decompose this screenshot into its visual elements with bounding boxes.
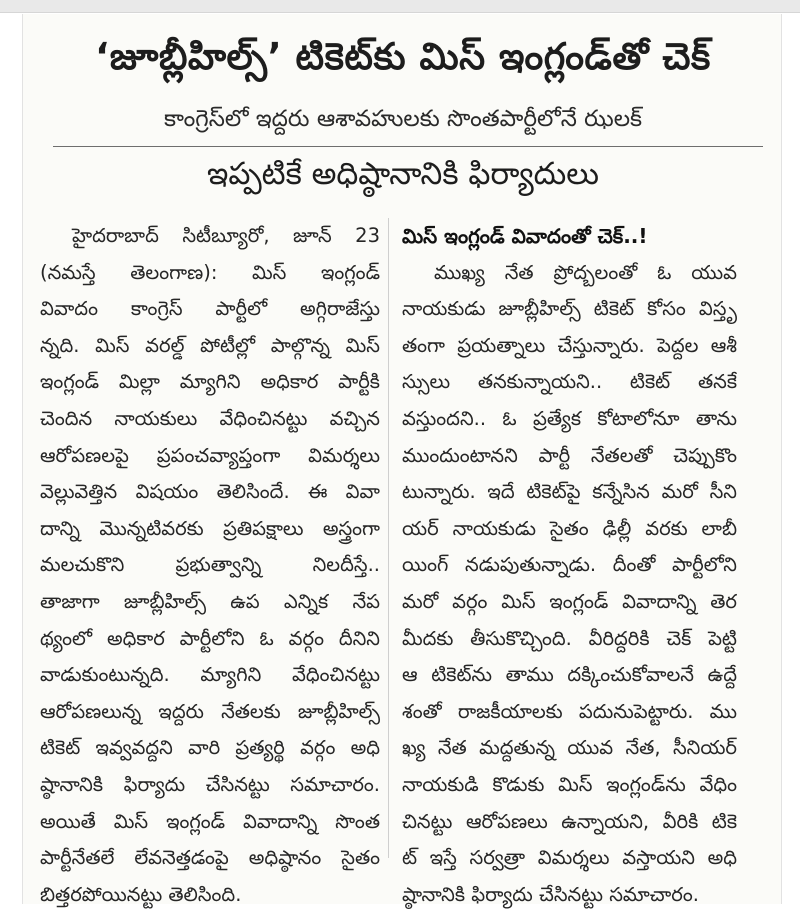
right-column-line: మీదకు తీసుకొచ్చింది. వీరిద్దరికి చెక్ పెట్టి [402,626,737,650]
left-column-line: అయితే మిస్ ఇంగ్లండ్ వివాదాన్ని సొంత [40,809,380,833]
left-column-line: వివాదం కాంగ్రెస్ పార్టీలో అగ్గిరాజేస్తు [40,297,380,321]
left-column-line: పార్టీనేతలే లేవనెత్తడంపై అధిష్ఠానం సైతం [40,846,380,870]
left-column-line: మలచుకొని ప్రభుత్వాన్ని నిలదీస్తే.. [40,553,380,577]
subheadline: కాంగ్రెస్‌లో ఇద్దరు ఆశావహులకు సొంతపార్టీలోనే ఝలక్ [163,106,643,132]
top-strip [0,0,800,13]
left-column-line: (నమస్తే తెలంగాణ): మిస్ ఇంగ్లండ్ [40,260,380,284]
right-column-line: నాయకుడు జూబ్లీహిల్స్ టికెట్ కోసం విస్తృ [402,297,737,321]
left-column-line: ఆరోపణలున్న ఇద్దరు నేతలకు జూబ్లీహిల్స్ [40,699,380,723]
left-column-line: చెందిన నాయకులు వేధించినట్టు వచ్చిన [40,406,380,430]
left-column [40,218,380,913]
right-column-heading: మిస్ ఇంగ్లండ్ వివాదంతో చెక్..! [402,224,648,248]
right-column-line: ట్ ఇస్తే సర్వత్రా విమర్శలు వస్తాయని అధి [402,846,737,870]
left-column-line: ఆరోపణలపై ప్రపంచవ్యాప్తంగా విమర్శలు [40,443,380,467]
right-column-line: ష్ఠానానికి ఫిర్యాదు చేసినట్టు సమాచారం. [402,882,699,906]
right-column-line: ఆ టికెట్‌ను తాము దక్కించుకోవాలనే ఉద్దే [402,663,737,687]
left-column-line: దాన్ని మొన్నటివరకు ప్రతిపక్షాలు అస్త్రంగా [40,516,380,540]
right-column-line: యర్ నాయకుడు సైతం ఢిల్లీ వరకు లాబీ [402,516,737,540]
left-column-line: న్నది. మిస్ వరల్డ్ పోటీల్లో పాల్గొన్న మిస్ [40,333,380,357]
left-column-line: ష్ఠానానికి ఫిర్యాదు చేసినట్టు సమాచారం. [40,772,380,796]
right-column-line: ముఖ్య నేత ప్రోద్బలంతో ఓ యువ [434,260,737,284]
right-column-line: యింగ్ నడుపుతున్నాడు. దీంతో పార్టీలోని [402,553,737,577]
left-column-line: తాజాగా జూబ్లీహిల్స్ ఉప ఎన్నిక నేప [40,589,380,613]
right-column [402,218,737,913]
left-column-line: హైదరాబాద్ సిటీబ్యూరో, జూన్ 23 [72,224,380,247]
right-column-line: స్సులు తనకున్నాయని.. టికెట్ తనకే [402,370,737,394]
left-column-line: బిత్తరపోయినట్టు తెలిసింది. [40,882,242,906]
left-column-line: థ్యంలో అధికార పార్టీలోని ఓ వర్గం దీనిని [40,626,380,650]
right-column-line: శంతో రాజకీయాలకు పదునుపెట్టారు. ము [402,699,737,723]
right-column-line: టున్నారు. ఇదే టికెట్‌పై కన్నేసిన మరో సీని [402,480,737,504]
left-column-line: ఇంగ్లండ్ మిల్లా మ్యాగిని అధికార పార్టీకి [40,370,380,394]
right-column-line: ముందుంటానని పార్టీ నేతలతో చెప్పుకొం [402,443,737,467]
header-divider [53,146,763,147]
right-column-line: నాయకుడి కొడుకు మిస్ ఇంగ్లండ్‌ను వేధిం [402,772,737,796]
left-column-line: వెల్లువెత్తిన విషయం తెలిసిందే. ఈ వివా [40,480,380,504]
right-column-line: తంగా ప్రయత్నాలు చేస్తున్నారు. పెద్దల ఆశీ [402,333,737,357]
right-column-line: మరో వర్గం మిస్ ఇంగ్లండ్ వివాదాన్ని తెర [402,589,737,613]
right-column-line: చినట్టు ఆరోపణలు ఉన్నాయని, వీరికి టికె [402,809,737,833]
headline: ‘జూబ్లీహిల్స్’ టికెట్‌కు మిస్ ఇంగ్లండ్‌తో చెక్ [95,35,711,78]
column-divider [388,218,389,858]
right-column-line: ఖ్య నేత మద్దతున్న యువ నేత, సీనియర్ [402,736,737,760]
left-column-line: టికెట్ ఇవ్వవద్దని వారి ప్రత్యర్థి వర్గం అధి [40,736,380,760]
left-column-line: వాడుకుంటున్నది. మ్యాగిని వేధించినట్టు [40,663,380,687]
right-column-line: వస్తుందని.. ఓ ప్రత్యేక కోటాలోనూ తాను [402,406,737,430]
kicker: ఇప్పటికే అధిష్ఠానానికి ఫిర్యాదులు [207,156,599,192]
